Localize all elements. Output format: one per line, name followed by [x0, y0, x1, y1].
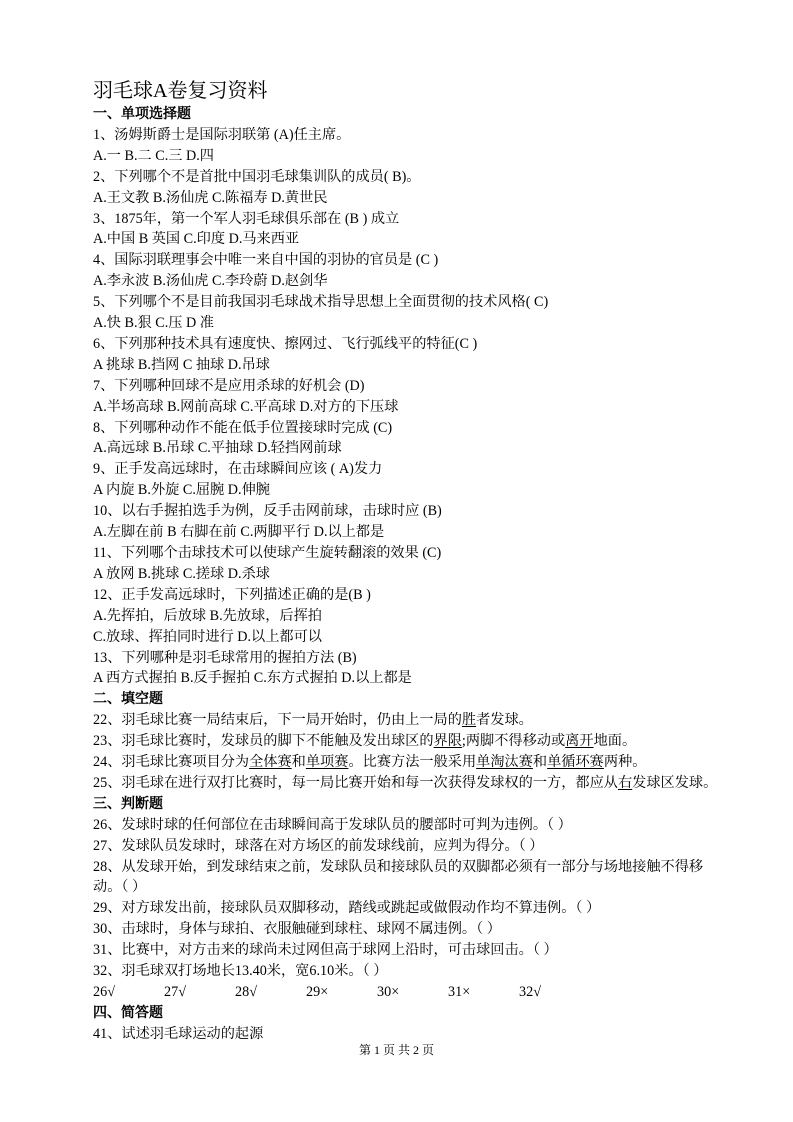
filled-answer: 界限 [433, 733, 462, 750]
answer-item: 26√ [93, 984, 115, 1001]
section-heading: 一、单项选择题 [93, 106, 191, 122]
filled-answer: 单淘汰赛 [476, 754, 533, 771]
text-line [93, 773, 733, 794]
text-line: A 挑球 B.挡网 C 抽球 D.吊球 [93, 356, 270, 373]
text-segment: 24、羽毛球比赛项目分为 [93, 754, 250, 771]
text-line: 1、汤姆斯爵士是国际羽联第 (A)任主席。 [93, 126, 351, 143]
document-page [93, 78, 733, 1045]
text-line [93, 731, 733, 752]
answer-item: 28√ [235, 984, 257, 1001]
text-line: 4、国际羽联理事会中唯一来自中国的羽协的官员是 (C ) [93, 252, 439, 269]
filled-answer: 全体赛 [249, 754, 292, 771]
section-heading: 二、填空题 [93, 691, 163, 708]
text-line: A.李永波 B.汤仙虎 C.李玲蔚 D.赵剑华 [93, 273, 328, 290]
text-segment: 和 [532, 754, 548, 771]
text-line: 8、下列哪种动作不能在低手位置接球时完成 (C) [93, 419, 393, 436]
text-line: 28、从发球开始，到发球结束之前，发球队员和接球队员的双脚都必须有一部分与场地接触不得移 [93, 858, 704, 875]
text-segment: 地面。 [593, 733, 637, 750]
text-line: 29、对方球发出前，接球队员双脚移动，踏线或跳起或做假动作均不算违例。（ ） [93, 900, 601, 917]
text-line: 26、发球时球的任何部位在击球瞬间高于发球队员的腰部时可判为违例。（ ） [93, 816, 572, 833]
text-line: 3、1875年，第一个军人羽毛球俱乐部在 (B ) 成立 [93, 210, 400, 227]
text-line: A.王文教 B.汤仙虎 C.陈福寿 D.黄世民 [93, 189, 328, 206]
text-line: A.左脚在前 B 右脚在前 C.两脚平行 D.以上都是 [93, 524, 385, 541]
filled-answer: 单项赛 [305, 754, 349, 771]
text-line: A.一 B.二 C.三 D.四 [93, 147, 214, 164]
text-line: 13、下列哪种是羽毛球常用的握拍方法 (B) [93, 649, 357, 666]
text-segment: 25、羽毛球在进行双打比赛时，每一局比赛开始和每一次获得发球权的一方，都应从 [93, 774, 618, 791]
text-line [93, 710, 733, 731]
answer-item: 27√ [164, 984, 186, 1001]
text-segment: 者发球。 [476, 712, 533, 729]
page-footer: 第 1 页 共 2 页 [358, 1043, 434, 1057]
answer-key [93, 982, 733, 1003]
text-line: 9、正手发高远球时，在击球瞬间应该 ( A)发力 [93, 461, 383, 478]
text-line: A.半场高球 B.网前高球 C.平高球 D.对方的下压球 [93, 398, 399, 415]
text-line: 12、正手发高远球时，下列描述正确的是(B ) [93, 586, 371, 603]
answer-item: 30× [377, 984, 400, 1001]
answer-item: 29× [306, 984, 329, 1001]
document-body [93, 104, 733, 1045]
text-line: A.先挥拍，后放球 B.先放球，后挥拍 [93, 607, 322, 624]
text-line: 7、下列哪种回球不是应用杀球的好机会 (D) [93, 377, 365, 394]
text-segment: 23、羽毛球比赛时，发球员的脚下不能触及发出球区的 [93, 733, 434, 750]
document-title: 羽毛球A卷复习资料 [93, 80, 268, 102]
text-segment: 两种。 [603, 754, 647, 771]
text-line: 32、羽毛球双打场地长13.40米，宽6.10米。（ ） [93, 963, 388, 980]
text-line [93, 752, 733, 773]
text-line: 30、击球时，身体与球拍、衣服触碰到球柱、球网不属违例。（ ） [93, 921, 501, 938]
text-line: 11、下列哪个击球技术可以使球产生旋转翻滚的效果 (C) [93, 545, 442, 562]
filled-answer: 离开 [565, 733, 594, 750]
answer-item: 31× [448, 984, 471, 1001]
text-line: 27、发球队员发球时，球落在对方场区的前发球线前，应判为得分。（ ） [93, 837, 544, 854]
text-line: A.高远球 B.吊球 C.平抽球 D.轻挡网前球 [93, 440, 342, 457]
text-line: A 内旋 B.外旋 C.屈腕 D.伸腕 [93, 482, 270, 499]
text-line: 5、下列哪个不是目前我国羽毛球战术指导思想上全面贯彻的技术风格( C) [93, 294, 549, 311]
text-segment: 22、羽毛球比赛一局结束后，下一局开始时，仍由上一局的 [93, 712, 462, 729]
text-segment: 和 [291, 754, 306, 771]
text-line: 10、以右手握拍选手为例，反手击网前球，击球时应 (B) [93, 503, 442, 520]
text-segment: 发球区发球。 [632, 774, 718, 791]
text-line: 31、比赛中，对方击来的球尚未过网但高于球网上沿时，可击球回击。（ ） [93, 942, 558, 959]
filled-answer: 单循环赛 [547, 754, 604, 771]
text-line: 动。（ ） [93, 879, 147, 896]
text-line: A 西方式握拍 B.反手握拍 C.东方式握拍 D.以上都是 [93, 670, 412, 687]
section-heading: 三、判断题 [93, 795, 163, 812]
text-line: 41、试述羽毛球运动的起源 [93, 1025, 264, 1042]
text-line: 6、下列那种技术具有速度快、擦网过、飞行弧线平的特征(C ) [93, 335, 478, 352]
text-line: A.快 B.狠 C.压 D 准 [93, 315, 214, 332]
text-line: A.中国 B 英国 C.印度 D.马来西亚 [93, 231, 300, 248]
text-segment: ;两脚不得移动或 [461, 733, 566, 750]
section-heading: 四、简答题 [93, 1004, 163, 1021]
text-line: 2、下列哪个不是首批中国羽毛球集训队的成员( B)。 [93, 168, 421, 185]
answer-item: 32√ [519, 984, 541, 1001]
text-line: A 放网 B.挑球 C.搓球 D.杀球 [93, 565, 270, 582]
text-segment: 。比赛方法一般采用 [348, 754, 477, 771]
filled-answer: 右 [617, 774, 633, 791]
text-line: C.放球、挥拍同时进行 D.以上都可以 [93, 628, 322, 645]
filled-answer: 胜 [461, 712, 477, 729]
